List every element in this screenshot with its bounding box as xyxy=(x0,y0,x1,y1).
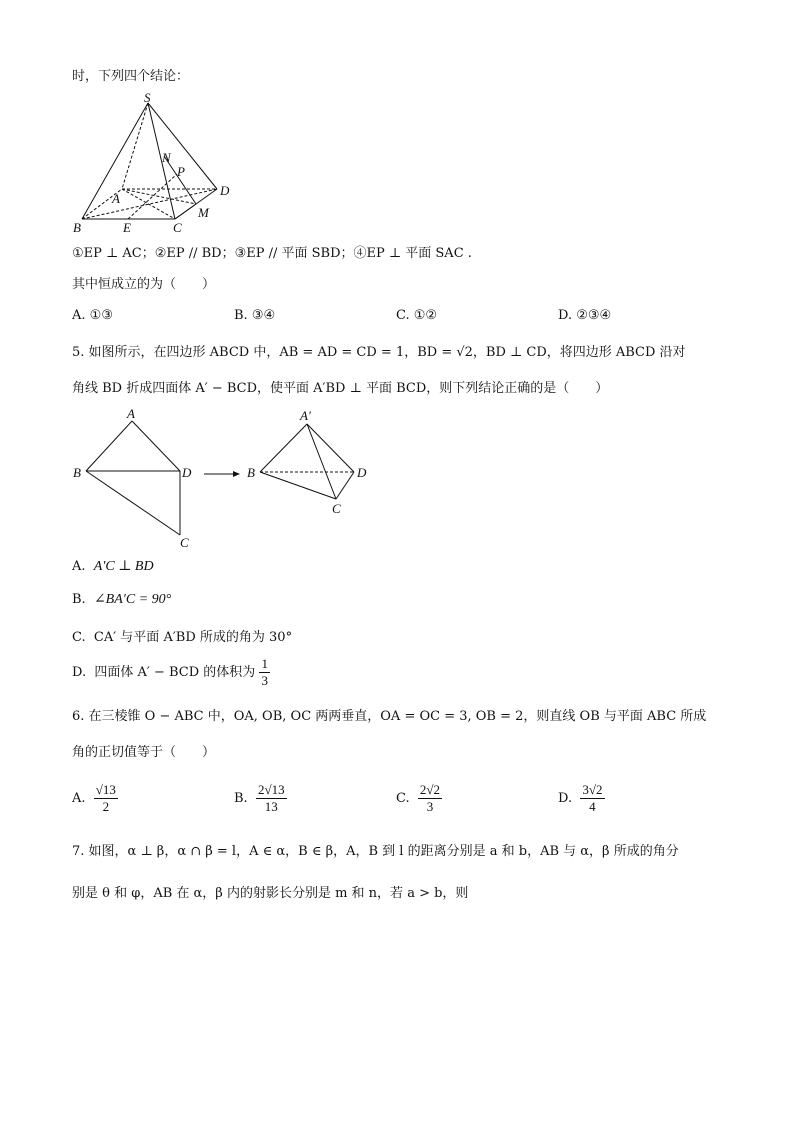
q6-option-a[interactable]: A. $\frac{√13}{2}$ xyxy=(72,782,116,814)
label-e: E xyxy=(123,220,131,235)
q4-question: 其中恒成立的为（ ） xyxy=(72,277,216,292)
q4-intro: 时，下列四个结论： xyxy=(72,69,190,84)
q6-line1: 6. 在三棱锥 O − ABC 中，OA, OB, OC 两两垂直，OA = OC = 3, OB = 2，则直线 OB 与平面 ABC 所成 xyxy=(72,709,707,724)
label-a: A xyxy=(112,191,120,206)
q5-quadrilateral-figure xyxy=(70,404,200,550)
label-p: P xyxy=(177,164,185,179)
fold-arrow-icon xyxy=(204,468,240,480)
edge-sa-hidden xyxy=(122,103,148,189)
label-b: B xyxy=(247,465,255,480)
label-b: B xyxy=(73,220,81,235)
q5-line2: 角线 BD 折成四面体 A′ − BCD，使平面 A′BD ⊥ 平面 BCD，则下列结论正确的是（ ） xyxy=(72,381,609,396)
q6-option-c[interactable]: C. $\frac{2√2}{3}$ xyxy=(396,782,441,814)
q4-statements: ①EP ⊥ AC；②EP // BD；③EP // 平面 SBD；④EP ⊥ 平面 SAC . xyxy=(72,246,472,261)
q6-line2: 角的正切值等于（ ） xyxy=(72,745,216,760)
q5-option-c[interactable]: C. CA′ 与平面 A′BD 所成的角为 30° xyxy=(72,630,293,645)
q7-line1: 7. 如图，α ⊥ β，α ∩ β = l，A ∈ α，B ∈ β，A，B 到 l 的距离分别是 a 和 b，AB 与 α，β 所成的角分 xyxy=(72,844,679,859)
q4-pyramid-figure xyxy=(70,92,240,240)
label-d: D xyxy=(220,183,230,198)
q4-option-c[interactable]: C. ①② xyxy=(396,308,438,323)
label-m: M xyxy=(198,205,209,220)
label-c: C xyxy=(332,501,341,516)
label-a: A xyxy=(127,406,135,421)
label-s: S xyxy=(144,92,151,105)
label-a-prime: A′ xyxy=(300,408,311,423)
q4-option-b[interactable]: B. ③④ xyxy=(234,308,276,323)
segment-mc xyxy=(175,204,196,219)
label-d: D xyxy=(357,465,367,480)
q4-option-d[interactable]: D. ②③④ xyxy=(558,308,612,323)
q6-option-d[interactable]: D. $\frac{3√2}{4}$ xyxy=(558,782,603,814)
q5-line1: 5. 如图所示，在四边形 ABCD 中，AB = AD = CD = 1，BD = √2，BD ⊥ CD，将四边形 ABCD 沿对 xyxy=(72,345,686,360)
q6-option-b[interactable]: B. $\frac{2√13}{13}$ xyxy=(234,782,285,814)
label-d: D xyxy=(182,465,192,480)
q5-option-d[interactable]: D. 四面体 A′ − BCD 的体积为 $\frac{1}{3}$ xyxy=(72,656,268,688)
q4-option-a[interactable]: A. ①③ xyxy=(72,308,113,323)
diag-ac-hidden xyxy=(122,189,175,219)
label-c: C xyxy=(180,535,189,550)
q5-tetrahedron-figure xyxy=(244,404,374,520)
q5-option-b[interactable]: B. ∠BA′C = 90° xyxy=(72,592,172,607)
q5-option-a[interactable]: A. A′C ⊥ BD xyxy=(72,559,154,574)
label-b: B xyxy=(73,465,81,480)
label-c: C xyxy=(173,220,182,235)
q7-line2: 别是 θ 和 φ，AB 在 α，β 内的射影长分别是 m 和 n，若 a > b，则 xyxy=(72,886,469,901)
fraction-one-third: $\frac{1}{3}$ xyxy=(261,656,268,688)
label-n: N xyxy=(162,150,171,165)
